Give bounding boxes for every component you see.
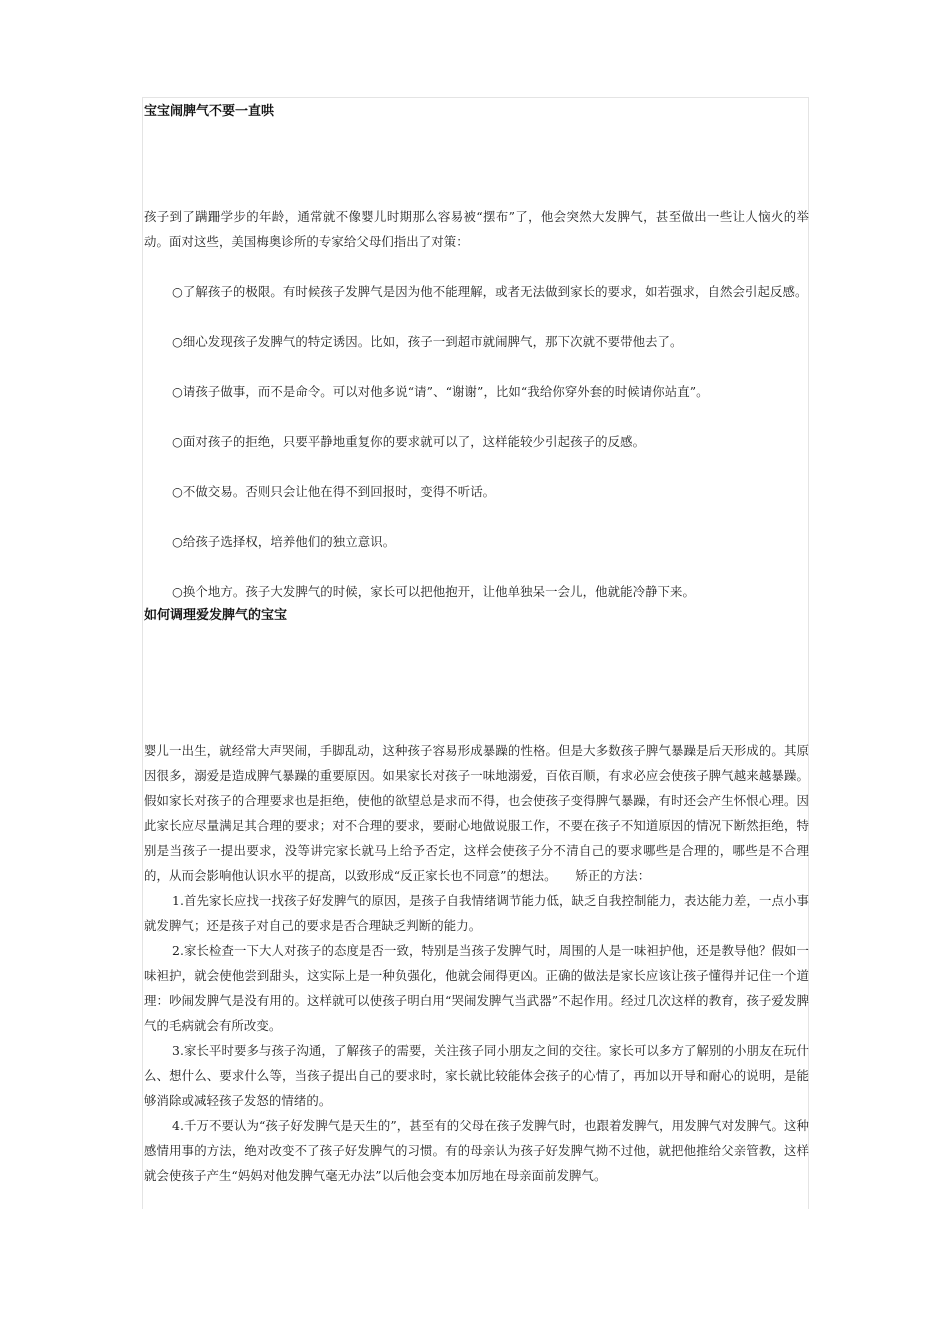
tip-item: ○给孩子选择权，培养他们的独立意识。: [172, 534, 396, 549]
section-title-adjust: 如何调理爱发脾气的宝宝: [144, 608, 288, 623]
article-content: [144, 100, 809, 1188]
tip-item: ○请孩子做事，而不是命令。可以对他多说“请”、“谢谢”，比如“我给你穿外套的时候请你站直”。: [172, 384, 709, 399]
body-paragraph: 婴儿一出生，就经常大声哭闹，手脚乱动，这种孩子容易形成暴躁的性格。但是大多数孩子脾气暴躁是后天形成的。其原因很多，溺爱是造成脾气暴躁的重要原因。如果家长对孩子一味地溺爱，百依百顺，有求必应会使孩子脾气越来越暴躁。假如家长对孩子的合理要求也是拒绝，使他的欲望总是求而不得，也会使孩子变得脾气暴躁，有时还会产生怀恨心理。因此家长应尽量满足其合理的要求；对不合理的要求，要耐心地做说服工作，不要在孩子不知道原因的情况下断然拒绝，特别是当孩子一提出要求，没等讲完家长就马上给予否定，这样会使孩子分不清自己的要求哪些是合理的，哪些是不合理的，从而会影响他认识水平的提高，以致形成“反正家长也不同意”的想法。 矫正的方法：: [144, 743, 809, 883]
tip-item: ○换个地方。孩子大发脾气的时候，家长可以把他抱开，让他单独呆一会儿，他就能冷静下来。: [172, 584, 696, 599]
tip-item: ○面对孩子的拒绝，只要平静地重复你的要求就可以了，这样能较少引起孩子的反感。: [172, 434, 646, 449]
tips-list: [144, 279, 809, 604]
tip-item: ○细心发现孩子发脾气的特定诱因。比如，孩子一到超市就闹脾气，那下次就不要带他去了。: [172, 334, 683, 349]
method-item: 3.家长平时要多与孩子沟通，了解孩子的需要，关注孩子同小朋友之间的交往。家长可以多方了解别的小朋友在玩什么、想什么、要求什么等，当孩子提出自己的要求时，家长就比较能体会孩子的心情了，再加以开导和耐心的说明，是能够消除或减轻孩子发怒的情绪的。: [144, 1043, 809, 1108]
tip-item: ○了解孩子的极限。有时候孩子发脾气是因为他不能理解，或者无法做到家长的要求，如若强求，自然会引起反感。: [172, 284, 808, 299]
intro-paragraph: 孩子到了蹒跚学步的年龄，通常就不像婴儿时期那么容易被“摆布”了，他会突然大发脾气，甚至做出一些让人恼火的举动。面对这些，美国梅奥诊所的专家给父母们指出了对策：: [144, 209, 809, 249]
spacer: [144, 628, 809, 738]
tip-item: ○不做交易。否则只会让他在得不到回报时，变得不听话。: [172, 484, 496, 499]
method-item: 4.千万不要认为“孩子好发脾气是天生的”，甚至有的父母在孩子发脾气时，也跟着发脾气，用发脾气对发脾气。这种感情用事的方法，绝对改变不了孩子好发脾气的习惯。有的母亲认为孩子好发脾气拗不过他，就把他推给父亲管教，这样就会使孩子产生“妈妈对他发脾气毫无办法”以后他会变本加厉地在母亲面前发脾气。: [144, 1118, 809, 1183]
section-title-tantrum: 宝宝闹脾气不要一直哄: [144, 104, 275, 119]
method-item: 1.首先家长应找一找孩子好发脾气的原因，是孩子自我情绪调节能力低，缺乏自我控制能力，表达能力差，一点小事就发脾气；还是孩子对自己的要求是否合理缺乏判断的能力。: [144, 893, 809, 933]
spacer: [144, 124, 809, 204]
method-item: 2.家长检查一下大人对孩子的态度是否一致，特别是当孩子发脾气时，周围的人是一味袒护他，还是教导他？假如一味袒护，就会使他尝到甜头，这实际上是一种负强化，他就会闹得更凶。正确的做法是家长应该让孩子懂得并记住一个道理：吵闹发脾气是没有用的。这样就可以使孩子明白用“哭闹发脾气当武器”不起作用。经过几次这样的教育，孩子爱发脾气的毛病就会有所改变。: [144, 943, 809, 1033]
methods-list: [144, 888, 809, 1188]
